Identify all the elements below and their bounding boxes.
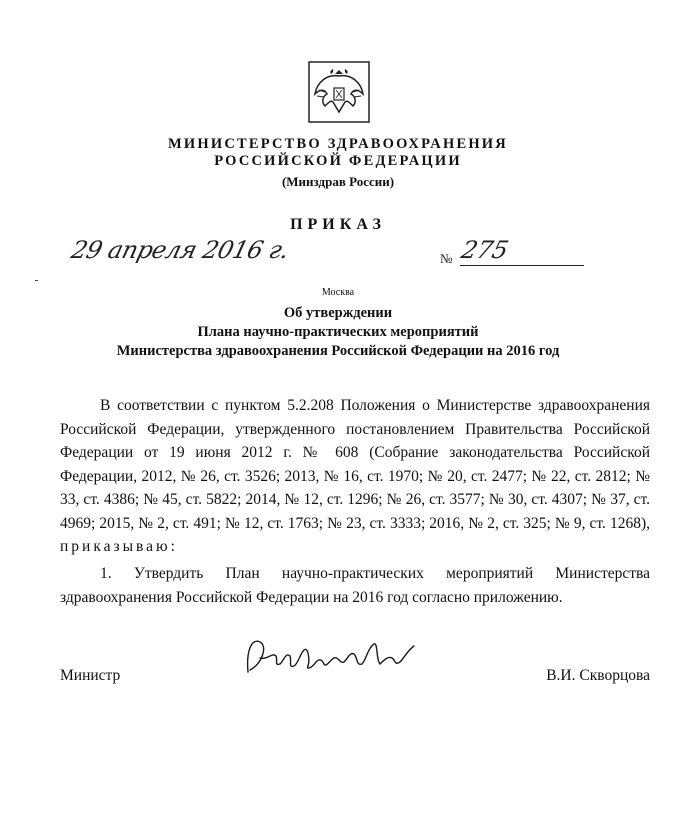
scan-mark [35,280,38,281]
order-number-handwritten: 275 [458,236,512,264]
ministry-name-line2: РОССИЙСКОЙ ФЕДЕРАЦИИ [214,153,462,169]
signer-name: В.И. Скворцова [546,667,650,684]
number-underline [460,265,584,266]
document-type-heading: ПРИКАЗ [290,216,386,233]
number-sign: № [440,251,453,266]
order-title-line3: Министерства здравоохранения Российской Федерации на 2016 год [116,343,560,359]
preamble-text: В соответствии с пунктом 5.2.208 Положения о Министерстве здравоохранения Российской Федерации, утвержденного постановлением Правительства Российской Федерации от 19 июня 2012 г. № 608 (Собрание законодательства Российской Федерации, 2012, № 26, ст. 3526; 2013, № 16, ст. 1970; № 20, ст. 2477; № 22, ст. 2812; № 33, ст. 4386; № 45, ст. 5822; 2014, № 12, ст. 1296; № 26, ст. 3577; № 30, ст. 4307; № 37, ст. 4969; 2015, № 2, ст. 491; № 12, ст. 1763; № 23, ст. 3333; 2016, № 2, ст. 325; № 9, ст. 1268), [60,397,650,532]
coat-of-arms-emblem-icon [307,60,371,124]
order-title-line2: Плана научно-практических мероприятий [197,324,479,340]
order-word: приказываю: [60,538,178,555]
preamble-paragraph [60,394,650,559]
signatory-position: Министр [60,667,121,684]
order-title-line1: Об утверждении [283,305,393,321]
order-date-handwritten: 29 апреля 2016 г. [68,236,292,264]
ministry-name-line1: МИНИСТЕРСТВО ЗДРАВООХРАНЕНИЯ [168,136,508,152]
city-label: Москва [321,287,355,298]
ministry-short-name: (Минздрав России) [281,174,395,189]
handwritten-signature [238,630,423,680]
order-item-1: 1. Утвердить План научно-практических мероприятий Министерства здравоохранения Российской Федерации на 2016 год согласно приложению. [60,565,650,606]
